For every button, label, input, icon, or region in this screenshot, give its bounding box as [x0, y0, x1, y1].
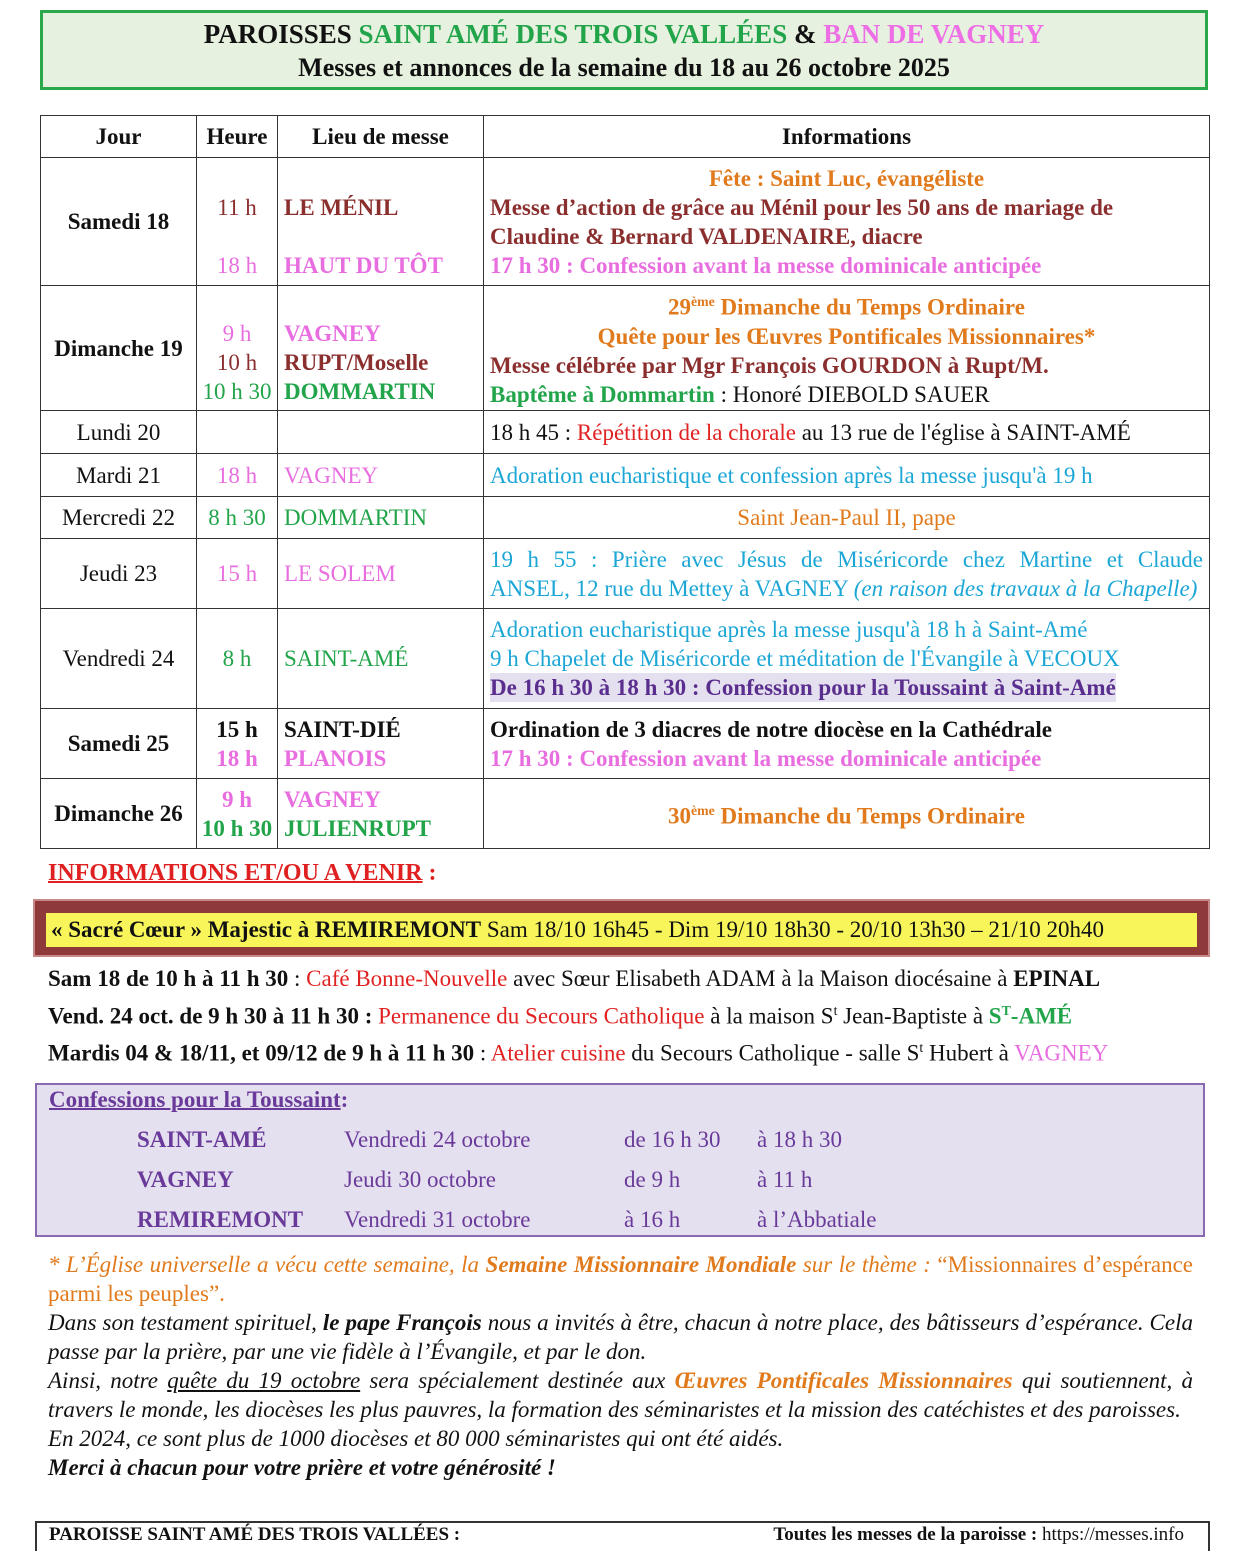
place-cell [278, 709, 484, 779]
mass-place: DOMMARTIN [284, 379, 436, 404]
text-segment: : [474, 1040, 491, 1066]
footer-url[interactable]: https://messes.info [1042, 1524, 1184, 1545]
text-segment: Ordination de 3 diacres de notre diocèse en la Cathédrale [490, 716, 1052, 742]
text-segment: Adoration eucharistique et confession après la messe jusqu'à 19 h [490, 462, 1093, 488]
confessions-box [35, 1083, 1205, 1237]
mass-time: 10 h 30 [202, 379, 272, 404]
text-segment: 30 [668, 803, 692, 829]
place-cell [278, 497, 484, 539]
mass-place: LE MÉNIL [284, 194, 399, 220]
announcement [48, 1003, 1072, 1030]
time-cell [197, 454, 278, 497]
schedule-row [41, 709, 1210, 779]
schedule-row [41, 539, 1210, 609]
bulletin-header [40, 10, 1208, 90]
mass-time: 11 h [217, 194, 257, 220]
day-cell: Vendredi 24 [41, 609, 197, 709]
text-segment: 29 [668, 294, 692, 320]
mass-time: 8 h 30 [208, 505, 266, 530]
text-segment: Ainsi, notre [48, 1368, 168, 1393]
mass-place: SAINT-AMÉ [284, 646, 409, 671]
time-cell [197, 158, 278, 286]
text-segment: Dimanche du Temps Ordinaire [714, 294, 1025, 320]
text-segment: Atelier cuisine [490, 1040, 626, 1066]
text-segment: quête du 19 octobre [167, 1368, 361, 1393]
mass-time: 15 h [216, 561, 258, 586]
informations-title: INFORMATIONS ET/OU A VENIR [48, 860, 423, 886]
day-cell: Mardi 21 [41, 454, 197, 497]
text-segment: à la maison S [704, 1003, 834, 1029]
text-segment: Messe d’action de grâce au Ménil pour les 50 ans de mariage de [490, 194, 1114, 220]
schedule-row [41, 497, 1210, 539]
informations-colon: : [422, 860, 437, 886]
time-cell [197, 709, 278, 779]
text-segment: au 13 rue de l'église à SAINT-AMÉ [795, 419, 1131, 445]
col-header-day: Jour [41, 116, 197, 158]
text-segment: Dimanche du Temps Ordinaire [714, 803, 1025, 829]
place-cell [278, 539, 484, 609]
text-segment: Messe célébrée par Mgr François GOURDON à Rupt/M. [490, 352, 1049, 378]
paragraph [48, 1366, 1193, 1424]
mass-place: VAGNEY [284, 462, 379, 488]
paragraph [48, 1424, 1193, 1453]
place-cell [278, 454, 484, 497]
text-segment: Vend. 24 oct. de 9 h 30 à 11 h 30 : [48, 1003, 373, 1029]
text-segment: -AMÉ [1010, 1003, 1073, 1029]
text-segment: Café Bonne-Nouvelle [306, 966, 508, 991]
text-segment: Semaine Missionnaire Mondiale [485, 1252, 797, 1277]
text-segment: “Missionnaires d’espérance parmi les peuples”. [48, 1252, 1193, 1306]
mass-place: JULIENRUPT [284, 815, 431, 841]
text-segment: Mardis 04 & 18/11, et 09/12 de 9 h à 11 h 30 [48, 1040, 475, 1066]
text-segment: ème [691, 294, 715, 310]
confession-start: de 16 h 30 [624, 1127, 721, 1152]
confessions-title: Confessions pour la Toussaint [49, 1087, 341, 1112]
col-header-place: Lieu de messe [278, 116, 484, 158]
text-segment: 19 h 55 : Prière avec Jésus de Miséricorde chez Martine et Claude [490, 546, 1203, 572]
mass-place: LE SOLEM [284, 561, 396, 586]
mass-time: 9 h [221, 786, 253, 812]
text-segment: t [919, 1040, 924, 1055]
mass-schedule-table [40, 115, 1210, 849]
place-cell [278, 779, 484, 849]
mass-place: VAGNEY [284, 786, 381, 812]
info-cell [484, 497, 1210, 539]
text-segment: Permanence du Secours Catholique [378, 1003, 705, 1029]
text-segment: (en raison des travaux à la Chapelle) [853, 575, 1198, 601]
day-cell: Dimanche 26 [41, 779, 197, 849]
schedule-row [41, 411, 1210, 454]
text-segment: Fête : Saint Luc, évangéliste [708, 165, 985, 191]
confession-place: SAINT-AMÉ [137, 1127, 267, 1152]
announcement [48, 966, 1100, 992]
text-segment: Adoration eucharistique après la messe jusqu'à 18 h à Saint-Amé [490, 617, 1088, 642]
film-showtimes: Sam 18/10 16h45 - Dim 19/10 18h30 - 20/10 13h30 – 21/10 20h40 [481, 917, 1105, 942]
text-segment: Merci à chacun pour votre prière et votre générosité ! [48, 1455, 556, 1480]
time-cell [197, 286, 278, 411]
mass-time: 8 h [222, 646, 252, 671]
mass-place: SAINT-DIÉ [284, 716, 401, 742]
mass-time: 18 h [216, 462, 258, 488]
text-segment: sera spécialement destinée aux [360, 1368, 675, 1393]
text-segment: Quête pour les Œuvres Pontificales Missionnaires* [597, 323, 1096, 349]
text-segment: 9 h Chapelet de Miséricorde et méditation de l'Évangile à VECOUX [490, 646, 1120, 671]
paragraph [48, 1453, 1193, 1482]
confession-start: de 9 h [624, 1167, 681, 1192]
place-cell [278, 609, 484, 709]
day-cell: Jeudi 23 [41, 539, 197, 609]
time-cell [197, 539, 278, 609]
text-segment: sur le thème : [796, 1252, 938, 1277]
mass-time: 9 h [222, 321, 252, 346]
text-segment: : Honoré DIEBOLD SAUER [714, 381, 990, 407]
mass-place: RUPT/Moselle [284, 350, 429, 375]
title-prefix: PAROISSES [203, 19, 359, 49]
mass-time: 10 h [216, 350, 258, 375]
text-segment: 17 h 30 : Confession avant la messe dominicale anticipée [490, 745, 1042, 771]
day-cell: Samedi 18 [41, 158, 197, 286]
film-banner [33, 899, 1210, 957]
confession-date: Vendredi 24 octobre [344, 1127, 531, 1152]
film-title: « Sacré Cœur » Majestic à REMIREMONT [51, 917, 482, 942]
parish-name-1: SAINT AMÉ DES TROIS VALLÉES [358, 19, 788, 49]
place-cell [278, 158, 484, 286]
text-segment: du Secours Catholique - salle S [625, 1040, 920, 1066]
text-segment: Répétition de la chorale [576, 419, 796, 445]
text-segment: : [288, 966, 307, 991]
place-cell [278, 411, 484, 454]
info-cell [484, 609, 1210, 709]
schedule-row [41, 454, 1210, 497]
text-segment: ANSEL, 12 rue du Mettey à VAGNEY [490, 575, 854, 601]
paragraph [48, 1250, 1193, 1308]
info-cell [484, 411, 1210, 454]
info-cell [484, 158, 1210, 286]
text-segment: avec Sœur Elisabeth ADAM à la Maison diocésaine à [507, 966, 1014, 991]
mass-place: HAUT DU TÔT [284, 252, 443, 278]
text-segment: Claudine & Bernard VALDENAIRE, diacre [490, 223, 923, 249]
confession-end: à l’Abbatiale [757, 1207, 877, 1232]
text-segment: Baptême à Dommartin [490, 381, 715, 407]
schedule-row [41, 286, 1210, 411]
paragraph [48, 1308, 1193, 1366]
text-segment: t [833, 1003, 838, 1018]
info-cell [484, 709, 1210, 779]
mass-place: VAGNEY [284, 321, 381, 346]
footer-parish: PAROISSE SAINT AMÉ DES TROIS VALLÉES : [49, 1524, 461, 1545]
bulletin-subtitle: Messes et annonces de la semaine du 18 au 26 octobre 2025 [298, 53, 950, 82]
time-cell [197, 411, 278, 454]
time-cell [197, 779, 278, 849]
time-cell [197, 497, 278, 539]
confessions-colon: : [340, 1087, 349, 1112]
col-header-time: Heure [197, 116, 278, 158]
text-segment: le pape François [322, 1310, 482, 1335]
day-cell: Mercredi 22 [41, 497, 197, 539]
confession-place: REMIREMONT [137, 1207, 304, 1232]
text-segment: nous a invités à être, chacun à notre place, des bâtisseurs d’espérance. Cela passe par la prière, par une vie fidèle à l’Évangile, et par le don. [48, 1310, 1193, 1364]
text-segment: Dans son testament spirituel, [48, 1310, 323, 1335]
confession-date: Vendredi 31 octobre [344, 1207, 531, 1232]
day-cell: Samedi 25 [41, 709, 197, 779]
info-cell [484, 539, 1210, 609]
text-segment: 17 h 30 : Confession avant la messe dominicale anticipée [490, 252, 1042, 278]
confession-start: à 16 h [624, 1207, 681, 1232]
text-segment: 18 h 45 : [490, 419, 577, 445]
mass-time: 18 h [216, 745, 258, 771]
info-cell [484, 286, 1210, 411]
col-header-info: Informations [484, 116, 1210, 158]
mass-time: 15 h [216, 716, 258, 742]
text-segment: S [988, 1003, 1002, 1029]
mass-place: PLANOIS [284, 745, 387, 771]
parish-name-2: BAN DE VAGNEY [823, 19, 1045, 49]
announcement [48, 1040, 1108, 1067]
place-cell [278, 286, 484, 411]
text-segment: EPINAL [1013, 966, 1101, 991]
confession-end: à 11 h [757, 1167, 813, 1192]
text-segment: qui soutiennent, à travers le monde, les diocèses les plus pauvres, la formation des séminaristes et la mission des catéchistes et des paroisses. [48, 1368, 1194, 1422]
text-segment: Sam 18 de 10 h à 11 h 30 [48, 966, 289, 991]
schedule-row [41, 779, 1210, 849]
mass-place: DOMMARTIN [284, 505, 428, 530]
schedule-row [41, 609, 1210, 709]
missionary-week-text [48, 1250, 1193, 1482]
info-cell [484, 454, 1210, 497]
text-segment: * L’Église universelle a vécu cette semaine, la [48, 1252, 486, 1277]
text-segment: Saint Jean-Paul II, pape [737, 505, 956, 530]
mass-time: 10 h 30 [201, 815, 273, 841]
confession-date: Jeudi 30 octobre [344, 1167, 497, 1192]
text-segment: Œuvres Pontificales Missionnaires [674, 1368, 1013, 1393]
info-cell [484, 779, 1210, 849]
text-segment: De 16 h 30 à 18 h 30 : Confession pour la Toussaint à Saint-Amé [490, 675, 1116, 700]
informations-heading [48, 860, 437, 887]
footer-label: Toutes les messes de la paroisse : [773, 1524, 1043, 1545]
confession-end: à 18 h 30 [757, 1127, 842, 1152]
text-segment: Jean-Baptiste à [837, 1003, 989, 1029]
text-segment: T [1001, 1003, 1011, 1018]
title-amp: & [787, 19, 824, 49]
schedule-row [41, 158, 1210, 286]
text-segment: Hubert à [923, 1040, 1015, 1066]
text-segment: ème [691, 803, 715, 819]
day-cell: Lundi 20 [41, 411, 197, 454]
day-cell: Dimanche 19 [41, 286, 197, 411]
text-segment: VAGNEY [1014, 1040, 1109, 1066]
mass-time: 18 h [216, 252, 258, 278]
footer [35, 1521, 1210, 1551]
text-segment: En 2024, ce sont plus de 1000 diocèses et 80 000 séminaristes qui ont été aidés. [48, 1426, 784, 1451]
confession-place: VAGNEY [137, 1167, 234, 1192]
time-cell [197, 609, 278, 709]
